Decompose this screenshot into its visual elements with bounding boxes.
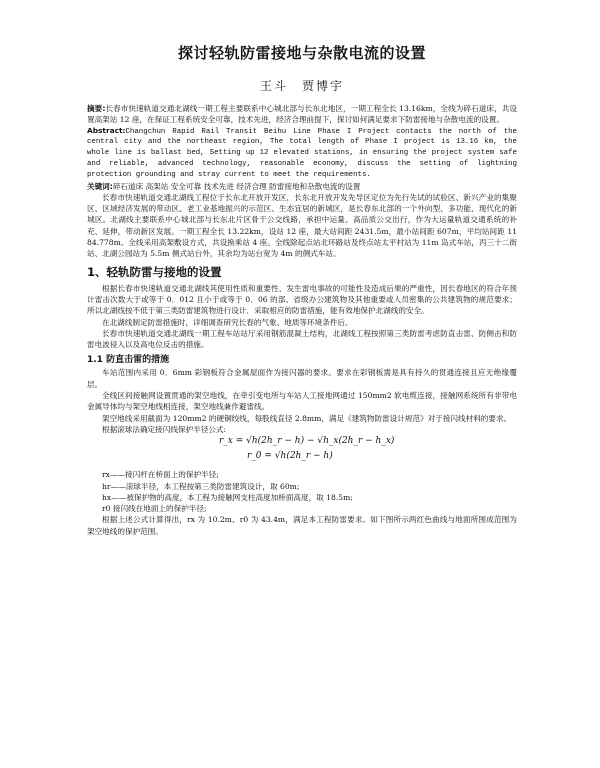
definition-item: hr——滚球半径，本工程按第三类防雷建筑设计，取 60m; [102, 481, 300, 491]
section-1-1-paragraph: 全线区间接触网设置贯通的架空地线，在牵引变电所与车站人工接地网通过 150mm2 软电缆连接，接触网系统所有非带电金属导体均与架空地线相连接，架空地线兼作避雷线。 [87, 391, 517, 412]
intro-paragraph: 长春市快速轨道交通北湖线工程位于长东北开放开发区，长东北开放开发先导区定位为先行先试的试验区、新兴产业的集聚区、区域经济发展的带动区、老工业基地振兴的示范区、生态宜居的新城区，是长春东北部的一个外向型、多功能、现代化的新城区。北湖线主要联系中心城北部与长东北片区骨干公交线路，承担中运量、高品质公交出行，作为大运量轨道交通系统的补充、延伸，带动新区发展。一期工程全长 13.22km，设站 12 座，最大站间距 2431.5m，最小站间距 607m，平均站间距 1184.778m。全线采用高架敷设方式，共设换乘站 4 座。全线除起点站北环路站及终点站太平村站为 11m 岛式车站，丙三十二街站、北湖公园站为 5.5m 侧式站台外，其余均为站台宽为 4m 的侧式车站。 [87, 192, 517, 259]
conclusion-paragraph: 根据上述公式计算得出，rx 为 10.2m、r0 为 43.4m，满足本工程防雷要求。如下图所示两红色曲线与地面所围成范围为架空地线的保护范围。 [87, 515, 517, 536]
abstract-cn [87, 103, 517, 126]
keywords-label: 关键词: [87, 181, 113, 191]
paper-page [87, 42, 517, 537]
abstract-en [87, 126, 517, 181]
abstract-cn-label: 摘要: [87, 104, 106, 113]
abstract-en-label: Abstract: [87, 125, 126, 135]
paper-title: 探讨轻轨防雷接地与杂散电流的设置 [177, 44, 426, 62]
section-1-1-paragraph: 根据滚球法确定接闪线保护半径公式: [102, 424, 227, 434]
abstract-en-text: Changchun Rapid Rail Transit Beihu Line Phase I Project contacts the north of the central city and the northeast region, The total length of Phase I project is 13.16 km, the whole line is ballast bed, Setting up 12 elevated stations, in ensuring the project system safe and reliable, advanced technology, reasonable economy, discuss the setting of lightning protection grounding and stray current to meet the requirements. [87, 127, 517, 179]
formula-line-r0: r_0 = √h(2h_r − h) [247, 451, 333, 462]
formula-line-rx: r_x = √h(2h_r − h) − √h_x(2h_r − h_x) [219, 436, 395, 447]
paper-authors: 王斗 贾博宇 [259, 79, 344, 93]
definition-item: hx——被保护物的高度，本工程为接触网支柱高度加桥面高度，取 18.5m; [102, 492, 353, 502]
section-1-1-paragraph: 车站范围内采用 0．6mm 彩钢板符合金属屋面作为接闪器的要求。要求在彩钢板需是具有持久的贯通连接且应无绝缘覆层。 [87, 368, 517, 389]
section-1-heading: 1、轻轨防雷与接地的设置 [87, 264, 222, 279]
definition-item: r0 接闪线在地面上的保护半径; [102, 504, 207, 514]
protection-radius-formula [87, 436, 517, 466]
section-1-paragraph: 根据长春市快速轨道交通北湖线其使用性质和重要性、发生雷电事故的可能性及造成后果的严重性，因长春地区的符合年预计雷击次数大于或等于 0．012 且小于或等于 0．06 的部、省级办公建筑物及其他重要或人员密集的公共建筑物的规范要求；所以北湖线按不低于第三类防雷建筑物进行设计．采取相应的防雷措施，能有效地保护北湖线的安全。 [87, 283, 517, 316]
keywords-text: 碎石道床 高架站 安全可靠 技术先进 经济合理 防雷接地和杂散电流的设置 [112, 181, 361, 191]
abstract-cn-text: 长春市快速轨道交通北湖线一期工程主要联系中心城北部与长东北地区，一期工程全长 13.16km，全线为碎石道床，共设置高架站 12 座，在保证工程系统安全可靠，技术先进，经济合理前提下，探讨如何满足要求下防雷接地与杂散电流的设置。 [87, 104, 517, 125]
section-1-1-heading: 1.1 防直击雷的措施 [87, 355, 170, 366]
definition-item: rx——接闪杆在桥面上的保护半径; [102, 470, 219, 480]
keywords [87, 181, 517, 192]
section-1-paragraph: 长春市快速轨道交通北湖线一期工程车站站厅采用钢筋混凝土结构，北湖线工程按照第三类防雷考虑防直击雷、防侧击和防雷电波侵入以及高电位反击的措施。 [87, 328, 517, 350]
section-1-paragraph: 在北湖线制定防雷措施时，详细调查研究长春的气象、地质等环境条件后。 [102, 317, 353, 327]
section-1-1-paragraph: 架空地线采用截面为 120mm2 的硬铜绞线，每股线直径 2.8mm，满足《建筑物防雷设计规范》对于接闪线材料的要求。 [102, 413, 512, 423]
